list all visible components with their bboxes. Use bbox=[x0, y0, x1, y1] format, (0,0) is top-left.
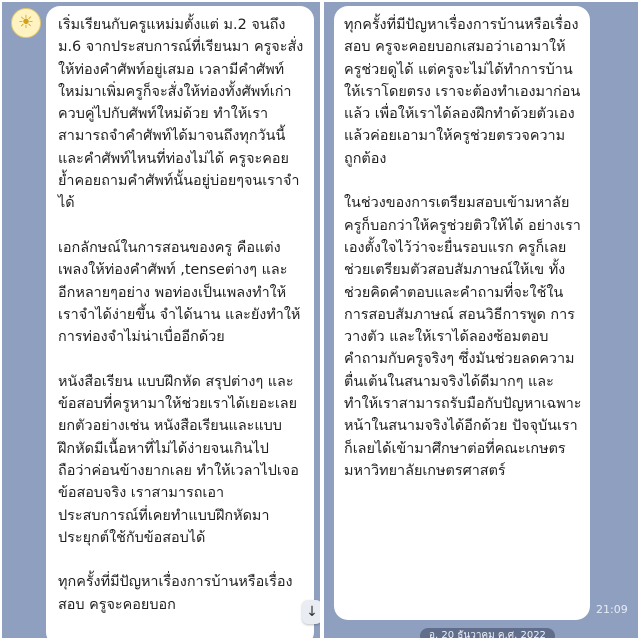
message-bubble-left bbox=[46, 6, 314, 638]
message-timestamp: 21:09 bbox=[596, 603, 628, 616]
sun-avatar-icon[interactable]: ☀ bbox=[11, 8, 41, 38]
message-paragraph: ในช่วงของการเตรียมสอบเข้ามหาลัย ครูก็บอกว่าให้ครูช่วยติวให้ได้ อย่างเราเองตั้งใจไว้ว่าจะยื่นรอบแรก ครูก็เลยช่วยเตรียมตัวสอบสัมภาษณ์ให้เข ทั้งช่วยคิดคำตอบและคำถามที่จะใช้ในการสอบสัมภาษณ์ สอนวิธีการพูด การวางตัว และให้เราได้ลองซ้อมตอบคำถามกับครูจริงๆ ซึ่งมันช่วยลดความตื่นเต้นในสนามจริงได้ดีมากๆ และทำให้เราสามารถรับมือกับปัญหาเฉพาะหน้าในสนามจริงได้อีกด้วย ปัจจุบันเราก็เลยได้เข้ามาศึกษาต่อที่คณะเกษตร มหาวิทยาลัยเกษตรศาสตร์ bbox=[344, 195, 582, 479]
scroll-down-icon[interactable]: ↓ bbox=[302, 600, 320, 624]
right-chat-panel bbox=[324, 2, 638, 638]
message-paragraph: เอกลักษณ์ในการสอนของครู คือแต่งเพลงให้ท่องคำศัพท์ ,tenseต่างๆ และอีกหลายๆอย่าง พอท่องเป็นเพลงทำให้เราจำได้ง่ายขึ้น จำได้นาน และยังทำให้การท่องจำไม่น่าเบื่ออีกด้วย bbox=[58, 239, 301, 346]
date-separator: อ. 20 ธันวาคม ค.ศ. 2022 bbox=[420, 628, 555, 638]
message-paragraph: หนังสือเรียน แบบฝึกหัด สรุปต่างๆ และข้อสอบที่ครูหามาให้ช่วยเราได้เยอะเลย ยกตัวอย่างเช่น หนังสือเรียนและแบบฝึกหัดมีเนื้อหาที่ไม่ได้ง่ายจนเกินไป ถือว่าค่อนข้างยากเลย ทำให้เวลาไปเจอข้อสอบจริง เราสามารถเอาประสบการณ์ที่เคยทำแบบฝึกหัดมาประยุกต์ใช้กับข้อสอบได้ bbox=[58, 373, 299, 546]
message-bubble-right bbox=[334, 6, 590, 620]
message-paragraph: ทุกครั้งที่มีปัญหาเรื่องการบ้านหรือเรื่องสอบ ครูจะคอยบอก bbox=[58, 574, 293, 613]
left-chat-panel bbox=[2, 2, 320, 638]
message-paragraph: เริ่มเรียนกับครูแหม่มตั้งแต่ ม.2 จนถึง ม.6 จากประสบการณ์ที่เรียนมา ครูจะสั่งให้ท่องคำศัพท์อยู่เสมอ เวลามีคำศัพท์ใหม่มาเพิ่มครูก็จะสั่งให้ท่องทั้งศัพท์เก่าควบคู่ไปกับศัพท์ใหม่ด้วย ทำให้เราสามารถจำคำศัพท์ได้มาจนถึงทุกวันนี้ และคำศัพท์ไหนที่ท่องไม่ได้ ครูจะคอยย้ำคอยถามคำศัพท์นั้นอยู่บ่อยๆจนเราจำได้ bbox=[58, 17, 304, 212]
message-paragraph: ทุกครั้งที่มีปัญหาเรื่องการบ้านหรือเรื่องสอบ ครูจะคอยบอกเสมอว่าเอามาให้ครูช่วยดูได้ แต่ครูจะไม่ได้ทำการบ้านให้เราโดยตรง เราจะต้องทำเองมาก่อนแล้ว เพื่อให้เราได้ลองฝึกทำด้วยตัวเอง แล้วค่อยเอามาให้ครูช่วยตรวจความถูกต้อง bbox=[344, 17, 581, 167]
